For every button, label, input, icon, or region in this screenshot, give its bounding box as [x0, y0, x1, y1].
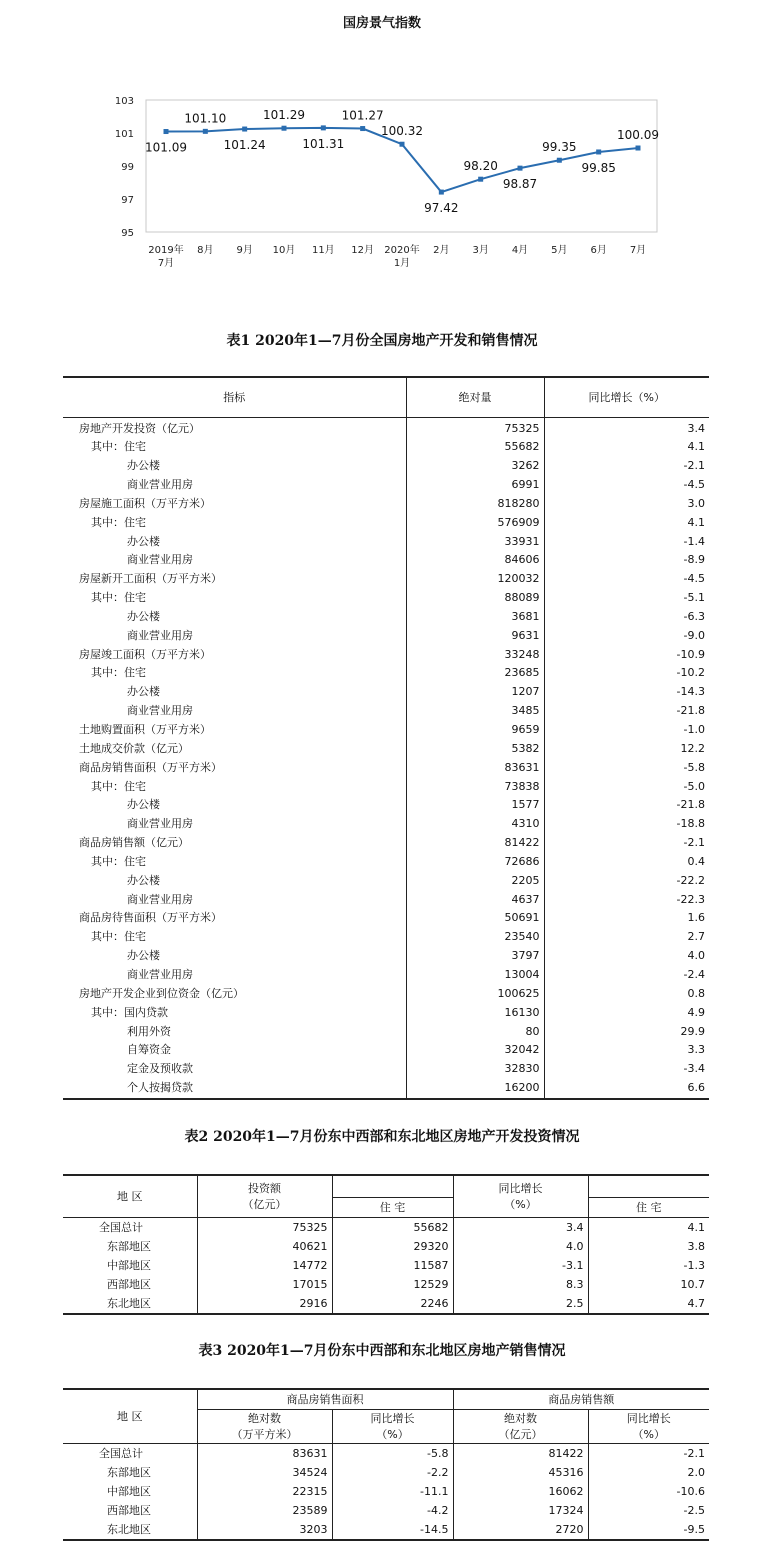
- t3-area: 83631: [197, 1443, 332, 1463]
- data-label: 98.20: [463, 159, 498, 174]
- x-tick-label: 11月: [311, 245, 335, 256]
- t1-growth: 0.4: [544, 853, 709, 872]
- t1-absolute: 23540: [406, 928, 544, 947]
- data-label: 101.24: [223, 138, 266, 153]
- t1-growth: -3.4: [544, 1060, 709, 1079]
- t2-residential: 2246: [332, 1294, 453, 1314]
- t2-row: [63, 1256, 709, 1275]
- t3-header-sales-abs: [453, 1409, 588, 1443]
- t1-row: [63, 778, 709, 797]
- t1-row: [63, 627, 709, 646]
- data-label: 99.85: [581, 160, 616, 175]
- t3-sales: 81422: [453, 1443, 588, 1463]
- t1-growth: -10.2: [544, 664, 709, 683]
- x-tick-label: 7月: [629, 245, 647, 256]
- x-tick-label: 7月: [157, 258, 175, 269]
- t1-absolute: 33248: [406, 646, 544, 665]
- t1-absolute: 3485: [406, 702, 544, 721]
- t1-indicator: 办公楼: [127, 685, 160, 699]
- data-label: 100.32: [381, 124, 423, 139]
- t1-row: [63, 872, 709, 891]
- t1-indicator: 商品房销售面积（万平方米）: [79, 760, 222, 774]
- t2-residential: 12529: [332, 1275, 453, 1294]
- t3-header-sales-growth-label: 同比增长: [626, 1412, 671, 1425]
- data-point-marker: [478, 177, 483, 182]
- t3-region: 东部地区: [107, 1465, 151, 1479]
- t1-indicator: 办公楼: [127, 949, 160, 963]
- t2-residential: 55682: [332, 1217, 453, 1237]
- t1-absolute: 818280: [406, 495, 544, 514]
- t1-growth: -2.4: [544, 966, 709, 985]
- x-tick-label: 12月: [351, 245, 375, 256]
- t3-row: [63, 1463, 709, 1482]
- t2-row: [63, 1217, 709, 1237]
- data-point-marker: [360, 126, 365, 131]
- t2-row: [63, 1237, 709, 1256]
- t3-area: 23589: [197, 1501, 332, 1520]
- t1-row: [63, 551, 709, 570]
- t1-indicator: 商业营业用房: [127, 817, 193, 831]
- t1-indicator: 房地产开发投资（亿元）: [79, 421, 200, 435]
- t2-growth: -3.1: [453, 1256, 588, 1275]
- t1-indicator: 商业营业用房: [127, 553, 193, 567]
- x-tick-label: 8月: [197, 245, 214, 256]
- t2-header-region: 地 区: [63, 1175, 197, 1217]
- x-tick-label: 2月: [433, 245, 450, 256]
- t1-indicator: 房屋竣工面积（万平方米）: [79, 647, 211, 661]
- t1-indicator: 商业营业用房: [127, 478, 193, 492]
- t3-sales-growth: -2.1: [588, 1443, 709, 1463]
- x-tick-label: 6月: [590, 245, 607, 256]
- t1-indicator: 定金及预收款: [127, 1062, 193, 1076]
- t1-row: [63, 815, 709, 834]
- t2-region: 西部地区: [107, 1277, 151, 1291]
- t1-row: [63, 1023, 709, 1042]
- data-point-marker: [242, 127, 247, 132]
- t1-absolute: 120032: [406, 570, 544, 589]
- t1-absolute: 75325: [406, 417, 544, 438]
- t1-growth: -1.0: [544, 721, 709, 740]
- data-label: 101.10: [184, 111, 227, 126]
- t3-area: 22315: [197, 1482, 332, 1501]
- t3-sales-growth: -10.6: [588, 1482, 709, 1501]
- t1-growth: -22.2: [544, 872, 709, 891]
- t1-row: [63, 683, 709, 702]
- data-label: 99.35: [542, 140, 577, 155]
- t1-row: [63, 1041, 709, 1060]
- t2-residential-growth: 4.7: [588, 1294, 709, 1314]
- t2-header-growth-label: 同比增长: [498, 1182, 543, 1195]
- x-tick-label: 4月: [511, 245, 529, 256]
- t3-header-area-abs: [197, 1409, 332, 1443]
- t1-absolute: 88089: [406, 589, 544, 608]
- t1-growth: 3.3: [544, 1041, 709, 1060]
- t1-indicator: 其中：住宅: [91, 666, 146, 680]
- t2-header-invest: [197, 1175, 332, 1217]
- x-tick-label: 10月: [272, 245, 296, 256]
- t1-indicator: 房地产开发企业到位资金（亿元）: [79, 986, 244, 1000]
- t1-row: [63, 438, 709, 457]
- t1-growth: 2.7: [544, 928, 709, 947]
- t2-region: 东部地区: [107, 1239, 151, 1253]
- x-tick-label: 5月: [551, 245, 568, 256]
- t1-indicator: 商品房待售面积（万平方米）: [79, 911, 222, 925]
- t1-row: [63, 608, 709, 627]
- t1-absolute: 4310: [406, 815, 544, 834]
- t1-absolute: 576909: [406, 514, 544, 533]
- t2-growth: 4.0: [453, 1237, 588, 1256]
- t1-row: [63, 1004, 709, 1023]
- t3-area: 34524: [197, 1463, 332, 1482]
- t2-row: [63, 1275, 709, 1294]
- t3-sales: 16062: [453, 1482, 588, 1501]
- t1-indicator: 自筹资金: [127, 1043, 171, 1057]
- t1-absolute: 3797: [406, 947, 544, 966]
- t3-sales: 2720: [453, 1520, 588, 1540]
- y-tick-label: 101: [114, 129, 134, 140]
- t1-growth: 3.0: [544, 495, 709, 514]
- data-point-marker: [282, 126, 287, 131]
- t3-header-area-growth-unit: （%）: [376, 1428, 409, 1441]
- t3-area-growth: -14.5: [332, 1520, 453, 1540]
- t2-residential-growth: 4.1: [588, 1217, 709, 1237]
- t3-header-area: 商品房销售面积: [197, 1389, 453, 1409]
- y-tick-label: 99: [121, 162, 134, 173]
- t1-row: [63, 985, 709, 1004]
- t1-growth: 3.4: [544, 417, 709, 438]
- t1-growth: -9.0: [544, 627, 709, 646]
- t2-region: 全国总计: [99, 1220, 143, 1234]
- t3-region: 西部地区: [107, 1503, 151, 1517]
- t1-indicator: 房屋施工面积（万平方米）: [79, 496, 211, 510]
- t1-growth: -1.4: [544, 533, 709, 552]
- t2-residential-growth: 3.8: [588, 1237, 709, 1256]
- t2-residential-growth: 10.7: [588, 1275, 709, 1294]
- t3-header-region: 地 区: [63, 1389, 197, 1443]
- t1-absolute: 9659: [406, 721, 544, 740]
- t1-absolute: 32830: [406, 1060, 544, 1079]
- t1-indicator: 商品房销售额（亿元）: [79, 836, 189, 850]
- t3-sales-growth: -2.5: [588, 1501, 709, 1520]
- t1-absolute: 2205: [406, 872, 544, 891]
- t3-sales-growth: -9.5: [588, 1520, 709, 1540]
- t1-indicator: 办公楼: [127, 459, 160, 473]
- t1-growth: -2.1: [544, 834, 709, 853]
- t3-region: 全国总计: [99, 1446, 143, 1460]
- t1-absolute: 81422: [406, 834, 544, 853]
- t1-indicator: 商业营业用房: [127, 628, 193, 642]
- t2-header-residential: 住 宅: [332, 1197, 453, 1217]
- t1-growth: -8.9: [544, 551, 709, 570]
- t1-row: [63, 796, 709, 815]
- t1-growth: 29.9: [544, 1023, 709, 1042]
- t1-row: [63, 909, 709, 928]
- t1-row: [63, 533, 709, 552]
- t3-header-sales-unit: （亿元）: [498, 1428, 543, 1441]
- data-point-marker: [203, 129, 208, 134]
- t3-area-growth: -5.8: [332, 1443, 453, 1463]
- x-tick-label: 9月: [236, 245, 253, 256]
- t2-header-invest-label: 投资额: [248, 1182, 281, 1195]
- t1-row: [63, 495, 709, 514]
- t1-indicator: 房屋新开工面积（万平方米）: [79, 572, 222, 586]
- t1-row: [63, 646, 709, 665]
- t2-invest: 17015: [197, 1275, 332, 1294]
- data-point-marker: [636, 146, 641, 151]
- t1-absolute: 72686: [406, 853, 544, 872]
- t1-row: [63, 740, 709, 759]
- t1-growth: -5.0: [544, 778, 709, 797]
- t1-growth: -4.5: [544, 476, 709, 495]
- chart-title: 国房景气指数: [342, 16, 421, 31]
- t1-row: [63, 853, 709, 872]
- t1-growth: 6.6: [544, 1079, 709, 1099]
- t1-indicator: 其中：住宅: [91, 779, 146, 793]
- table1-title: 表1 2020年1—7月份全国房地产开发和销售情况: [226, 333, 538, 349]
- t1-growth: -5.1: [544, 589, 709, 608]
- data-label: 101.27: [341, 108, 384, 123]
- t2-region: 东北地区: [107, 1296, 151, 1310]
- t1-growth: 4.1: [544, 514, 709, 533]
- t1-header-indicator: 指标: [63, 377, 406, 417]
- t1-indicator: 其中：国内贷款: [91, 1005, 168, 1019]
- t1-row: [63, 1079, 709, 1099]
- t1-indicator: 其中：住宅: [91, 515, 146, 529]
- t1-absolute: 32042: [406, 1041, 544, 1060]
- t1-absolute: 33931: [406, 533, 544, 552]
- t1-absolute: 13004: [406, 966, 544, 985]
- x-tick-label: 2020年: [384, 245, 420, 256]
- t1-absolute: 1207: [406, 683, 544, 702]
- data-point-marker: [518, 166, 523, 171]
- table2-regional-investment: [63, 1174, 709, 1315]
- y-tick-label: 103: [114, 96, 134, 107]
- t3-header-area-abs-label: 绝对数: [248, 1412, 281, 1425]
- t1-absolute: 9631: [406, 627, 544, 646]
- t3-row: [63, 1482, 709, 1501]
- t1-header-absolute: 绝对量: [406, 377, 544, 417]
- t1-row: [63, 570, 709, 589]
- t1-row: [63, 1060, 709, 1079]
- data-label: 100.09: [617, 128, 659, 143]
- table2-title: 表2 2020年1—7月份东中西部和东北地区房地产开发投资情况: [184, 1129, 580, 1145]
- t3-region: 东北地区: [107, 1522, 151, 1536]
- t1-row: [63, 514, 709, 533]
- t1-row: [63, 891, 709, 910]
- t1-growth: -21.8: [544, 702, 709, 721]
- t1-indicator: 办公楼: [127, 798, 160, 812]
- t1-growth: -6.3: [544, 608, 709, 627]
- x-tick-label: 2019年: [148, 245, 184, 256]
- data-label: 101.31: [302, 136, 345, 151]
- data-point-marker: [321, 125, 326, 130]
- t2-invest: 40621: [197, 1237, 332, 1256]
- t1-row: [63, 834, 709, 853]
- t2-invest: 75325: [197, 1217, 332, 1237]
- t1-row: [63, 721, 709, 740]
- t3-region: 中部地区: [107, 1484, 151, 1498]
- t2-residential-growth: -1.3: [588, 1256, 709, 1275]
- t1-growth: 12.2: [544, 740, 709, 759]
- t3-sales: 45316: [453, 1463, 588, 1482]
- t3-header-area-unit: （万平方米）: [231, 1428, 298, 1441]
- data-label: 101.09: [145, 140, 187, 155]
- t2-header-blank-2: [588, 1175, 709, 1197]
- t1-absolute: 16130: [406, 1004, 544, 1023]
- t3-area: 3203: [197, 1520, 332, 1540]
- t1-growth: -21.8: [544, 796, 709, 815]
- data-point-marker: [400, 142, 405, 147]
- t2-region: 中部地区: [107, 1258, 151, 1272]
- index-line-chart: [0, 0, 764, 300]
- t1-row: [63, 417, 709, 438]
- t1-row: [63, 928, 709, 947]
- t1-growth: 0.8: [544, 985, 709, 1004]
- t2-growth: 3.4: [453, 1217, 588, 1237]
- t1-indicator: 办公楼: [127, 534, 160, 548]
- t1-absolute: 55682: [406, 438, 544, 457]
- t1-growth: 4.9: [544, 1004, 709, 1023]
- table1-development-sales: [63, 376, 709, 1100]
- t2-header-blank-1: [332, 1175, 453, 1197]
- t1-growth: -14.3: [544, 683, 709, 702]
- t1-growth: 4.1: [544, 438, 709, 457]
- t1-indicator: 利用外资: [127, 1024, 171, 1038]
- t1-growth: -2.1: [544, 457, 709, 476]
- t1-absolute: 5382: [406, 740, 544, 759]
- t1-absolute: 6991: [406, 476, 544, 495]
- t1-indicator: 商业营业用房: [127, 892, 193, 906]
- t3-row: [63, 1443, 709, 1463]
- t1-absolute: 16200: [406, 1079, 544, 1099]
- t2-header-growth: [453, 1175, 588, 1217]
- t2-header-invest-unit: （亿元）: [242, 1198, 287, 1211]
- t1-indicator: 土地购置面积（万平方米）: [79, 723, 211, 736]
- t1-row: [63, 759, 709, 778]
- t1-row: [63, 966, 709, 985]
- t1-row: [63, 702, 709, 721]
- t3-sales-growth: 2.0: [588, 1463, 709, 1482]
- x-tick-label: 1月: [393, 258, 411, 269]
- t1-growth: -10.9: [544, 646, 709, 665]
- t1-absolute: 3262: [406, 457, 544, 476]
- t3-header-area-growth: [332, 1409, 453, 1443]
- t1-absolute: 50691: [406, 909, 544, 928]
- t1-row: [63, 664, 709, 683]
- t1-growth: 4.0: [544, 947, 709, 966]
- t1-indicator: 商业营业用房: [127, 967, 193, 981]
- t1-growth: -18.8: [544, 815, 709, 834]
- table3-regional-sales: [63, 1388, 709, 1541]
- t1-absolute: 80: [406, 1023, 544, 1042]
- t1-indicator: 土地成交价款（亿元）: [79, 741, 189, 755]
- t1-indicator: 其中：住宅: [91, 440, 146, 454]
- t3-sales: 17324: [453, 1501, 588, 1520]
- t1-absolute: 3681: [406, 608, 544, 627]
- t1-indicator: 个人按揭贷款: [127, 1081, 193, 1095]
- data-label: 97.42: [424, 201, 459, 216]
- t1-growth: -22.3: [544, 891, 709, 910]
- t1-absolute: 1577: [406, 796, 544, 815]
- data-point-marker: [557, 158, 562, 163]
- t3-area-growth: -11.1: [332, 1482, 453, 1501]
- t1-indicator: 其中：住宅: [91, 930, 146, 944]
- t1-absolute: 23685: [406, 664, 544, 683]
- y-tick-label: 95: [121, 228, 134, 239]
- t3-row: [63, 1501, 709, 1520]
- t2-residential: 29320: [332, 1237, 453, 1256]
- table3-title: 表3 2020年1—7月份东中西部和东北地区房地产销售情况: [198, 1343, 566, 1359]
- data-point-marker: [596, 149, 601, 154]
- t1-growth: 1.6: [544, 909, 709, 928]
- t2-row: [63, 1294, 709, 1314]
- t1-indicator: 其中：住宅: [91, 591, 146, 605]
- y-tick-label: 97: [121, 195, 134, 206]
- t3-area-growth: -4.2: [332, 1501, 453, 1520]
- t1-absolute: 83631: [406, 759, 544, 778]
- t1-indicator: 其中：住宅: [91, 854, 146, 868]
- t1-absolute: 84606: [406, 551, 544, 570]
- t3-area-growth: -2.2: [332, 1463, 453, 1482]
- t2-invest: 14772: [197, 1256, 332, 1275]
- x-tick-label: 3月: [472, 245, 489, 256]
- t1-growth: -4.5: [544, 570, 709, 589]
- t1-indicator: 办公楼: [127, 873, 160, 887]
- t1-indicator: 商业营业用房: [127, 704, 193, 718]
- t2-invest: 2916: [197, 1294, 332, 1314]
- data-point-marker: [439, 190, 444, 195]
- t3-header-sales-growth-unit: （%）: [632, 1428, 665, 1441]
- t3-header-sales: 商品房销售额: [453, 1389, 709, 1409]
- t3-header-sales-growth: [588, 1409, 709, 1443]
- data-label: 98.87: [502, 177, 538, 192]
- t3-row: [63, 1520, 709, 1540]
- t3-header-sales-abs-label: 绝对数: [504, 1412, 537, 1425]
- t1-row: [63, 457, 709, 476]
- t1-row: [63, 947, 709, 966]
- t2-growth: 2.5: [453, 1294, 588, 1314]
- t1-header-growth: 同比增长（%）: [544, 377, 709, 417]
- data-label: 101.29: [263, 108, 305, 123]
- t2-header-residential-growth: 住 宅: [588, 1197, 709, 1217]
- t2-header-growth-unit: （%）: [504, 1198, 537, 1211]
- t1-row: [63, 589, 709, 608]
- t2-residential: 11587: [332, 1256, 453, 1275]
- t1-row: [63, 476, 709, 495]
- t1-growth: -5.8: [544, 759, 709, 778]
- data-point-marker: [164, 129, 169, 134]
- t2-growth: 8.3: [453, 1275, 588, 1294]
- t1-indicator: 办公楼: [127, 609, 160, 623]
- t3-header-area-growth-label: 同比增长: [370, 1412, 415, 1425]
- t1-absolute: 73838: [406, 778, 544, 797]
- t1-absolute: 100625: [406, 985, 544, 1004]
- t1-absolute: 4637: [406, 891, 544, 910]
